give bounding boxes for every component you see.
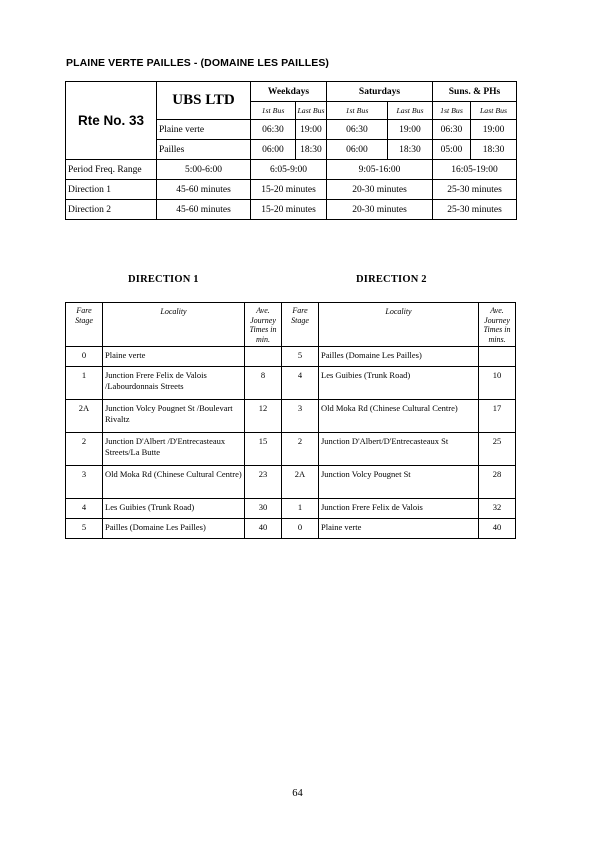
fare-stage-cell: 1 xyxy=(282,499,319,519)
journey-time-cell xyxy=(245,347,282,367)
frequency-label: Period Freq. Range xyxy=(66,160,157,180)
journey-time-header: Ave. Journey Times in min. xyxy=(245,303,282,347)
fare-header-row xyxy=(66,303,516,347)
locality-cell: Les Guibies (Trunk Road) xyxy=(103,499,245,519)
fare-stage-cell: 2 xyxy=(66,433,103,466)
journey-time-cell: 12 xyxy=(245,400,282,433)
terminus-label: Pailles xyxy=(157,140,251,160)
fare-stage-cell: 2 xyxy=(282,433,319,466)
headway-cell: 15-20 minutes xyxy=(251,180,327,200)
time-cell: 18:30 xyxy=(296,140,327,160)
locality-cell: Junction Volcy Pougnet St /Boulevart Rivaltz xyxy=(103,400,245,433)
journey-time-cell: 40 xyxy=(245,519,282,539)
fare-stage-cell: 5 xyxy=(282,347,319,367)
page-number: 64 xyxy=(292,788,303,799)
locality-header: Locality xyxy=(103,303,245,347)
fare-stage-cell: 3 xyxy=(282,400,319,433)
direction-1-title: DIRECTION 1 xyxy=(128,274,199,285)
time-cell: 06:00 xyxy=(251,140,296,160)
table-row xyxy=(66,499,516,519)
page-title: PLAINE VERTE PAILLES - (DOMAINE LES PAILLES) xyxy=(66,57,330,69)
table-row xyxy=(66,466,516,499)
direction-row xyxy=(66,180,517,200)
frequency-range: 9:05-16:00 xyxy=(327,160,433,180)
operator-name: UBS LTD xyxy=(157,82,251,120)
fare-stage-table xyxy=(65,302,516,539)
fare-stage-cell: 4 xyxy=(66,499,103,519)
locality-header: Locality xyxy=(319,303,479,347)
direction-label: Direction 1 xyxy=(66,180,157,200)
table-row xyxy=(66,519,516,539)
header-weekdays: Weekdays xyxy=(251,82,327,102)
locality-cell: Old Moka Rd (Chinese Cultural Centre) xyxy=(319,400,479,433)
first-bus-label: 1st Bus xyxy=(327,102,388,120)
table-row xyxy=(66,367,516,400)
journey-time-cell: 15 xyxy=(245,433,282,466)
last-bus-label: Last Bus xyxy=(296,102,327,120)
time-cell: 06:30 xyxy=(433,120,471,140)
route-number: Rte No. 33 xyxy=(66,82,157,160)
header-sundays: Suns. & PHs xyxy=(433,82,517,102)
fare-stage-cell: 1 xyxy=(66,367,103,400)
journey-time-cell: 40 xyxy=(479,519,516,539)
table-row xyxy=(66,347,516,367)
direction-row xyxy=(66,200,517,220)
journey-time-cell xyxy=(479,347,516,367)
last-bus-label: Last Bus xyxy=(388,102,433,120)
journey-time-cell: 23 xyxy=(245,466,282,499)
time-cell: 06:30 xyxy=(251,120,296,140)
time-cell: 19:00 xyxy=(388,120,433,140)
table-row xyxy=(66,433,516,466)
journey-time-cell: 30 xyxy=(245,499,282,519)
journey-time-cell: 25 xyxy=(479,433,516,466)
frequency-range: 6:05-9:00 xyxy=(251,160,327,180)
journey-time-cell: 28 xyxy=(479,466,516,499)
time-cell: 06:00 xyxy=(327,140,388,160)
time-cell: 18:30 xyxy=(388,140,433,160)
time-cell: 05:00 xyxy=(433,140,471,160)
frequency-range: 16:05-19:00 xyxy=(433,160,517,180)
journey-time-cell: 32 xyxy=(479,499,516,519)
fare-stage-cell: 2A xyxy=(66,400,103,433)
direction-2-title: DIRECTION 2 xyxy=(356,274,427,285)
journey-time-cell: 8 xyxy=(245,367,282,400)
locality-cell: Plaine verte xyxy=(103,347,245,367)
direction-label: Direction 2 xyxy=(66,200,157,220)
journey-time-header: Ave. Journey Times in mins. xyxy=(479,303,516,347)
locality-cell: Junction Volcy Pougnet St xyxy=(319,466,479,499)
headway-cell: 25-30 minutes xyxy=(433,200,517,220)
headway-cell: 45-60 minutes xyxy=(157,180,251,200)
locality-cell: Plaine verte xyxy=(319,519,479,539)
time-cell: 18:30 xyxy=(471,140,517,160)
headway-cell: 20-30 minutes xyxy=(327,180,433,200)
journey-time-cell: 10 xyxy=(479,367,516,400)
time-cell: 06:30 xyxy=(327,120,388,140)
fare-stage-cell: 5 xyxy=(66,519,103,539)
last-bus-label: Last Bus xyxy=(471,102,517,120)
fare-stage-cell: 2A xyxy=(282,466,319,499)
fare-stage-header: Fare Stage xyxy=(282,303,319,347)
headway-cell: 15-20 minutes xyxy=(251,200,327,220)
fare-stage-cell: 0 xyxy=(282,519,319,539)
schedule-table xyxy=(65,81,517,220)
locality-cell: Junction Frere Felix de Valois /Labourdonnais Streets xyxy=(103,367,245,400)
locality-cell: Junction Frere Felix de Valois xyxy=(319,499,479,519)
header-saturdays: Saturdays xyxy=(327,82,433,102)
time-cell: 19:00 xyxy=(471,120,517,140)
fare-stage-cell: 3 xyxy=(66,466,103,499)
fare-stage-header: Fare Stage xyxy=(66,303,103,347)
headway-cell: 20-30 minutes xyxy=(327,200,433,220)
first-bus-label: 1st Bus xyxy=(251,102,296,120)
locality-cell: Junction D'Albert/D'Entrecasteaux St xyxy=(319,433,479,466)
table-row xyxy=(66,400,516,433)
fare-stage-cell: 4 xyxy=(282,367,319,400)
headway-cell: 25-30 minutes xyxy=(433,180,517,200)
frequency-row xyxy=(66,160,517,180)
locality-cell: Junction D'Albert /D'Entrecasteaux Streets/La Butte xyxy=(103,433,245,466)
locality-cell: Les Guibies (Trunk Road) xyxy=(319,367,479,400)
headway-cell: 45-60 minutes xyxy=(157,200,251,220)
locality-cell: Pailles (Domaine Les Pailles) xyxy=(103,519,245,539)
frequency-range: 5:00-6:00 xyxy=(157,160,251,180)
first-bus-label: 1st Bus xyxy=(433,102,471,120)
journey-time-cell: 17 xyxy=(479,400,516,433)
time-cell: 19:00 xyxy=(296,120,327,140)
fare-stage-cell: 0 xyxy=(66,347,103,367)
locality-cell: Old Moka Rd (Chinese Cultural Centre) xyxy=(103,466,245,499)
terminus-label: Plaine verte xyxy=(157,120,251,140)
locality-cell: Pailles (Domaine Les Pailles) xyxy=(319,347,479,367)
